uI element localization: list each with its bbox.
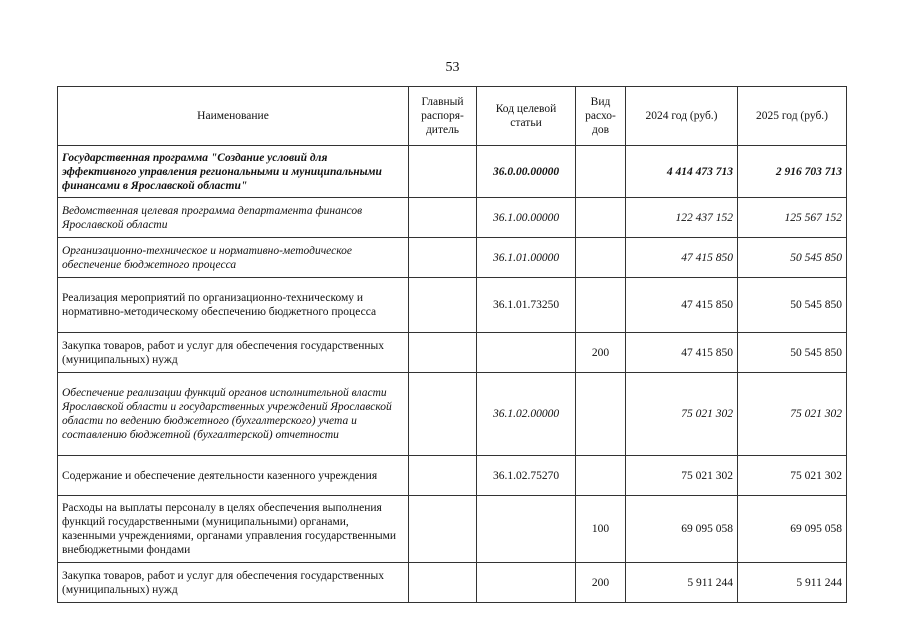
row-2024: 47 415 850 [626,278,738,333]
row-code: 36.1.01.00000 [477,238,576,278]
header-type: Вид расхо-дов [576,87,626,146]
row-2024: 5 911 244 [626,563,738,603]
row-name: Закупка товаров, работ и услуг для обеспечения государственных (муниципальных) нужд [58,563,409,603]
row-type [576,146,626,198]
row-2025: 50 545 850 [738,278,847,333]
row-type [576,373,626,456]
row-name: Расходы на выплаты персоналу в целях обеспечения выполнения функций государственными (муниципальными) органами, казенными учреждениями, органами управления государственными внебюджетными фондами [58,496,409,563]
row-code: 36.0.00.00000 [477,146,576,198]
row-code [477,333,576,373]
row-admin [409,146,477,198]
row-2025: 5 911 244 [738,563,847,603]
row-admin [409,278,477,333]
row-admin [409,373,477,456]
table-row [58,456,847,496]
row-admin [409,563,477,603]
row-2024: 4 414 473 713 [626,146,738,198]
budget-table [57,86,847,603]
header-admin: Главный распоря-дитель [409,87,477,146]
row-type [576,198,626,238]
row-2024: 122 437 152 [626,198,738,238]
row-code: 36.1.00.00000 [477,198,576,238]
row-name: Государственная программа "Создание условий для эффективного управления региональными и муниципальными финансами в Ярославской области" [58,146,409,198]
row-2024: 47 415 850 [626,333,738,373]
table-row [58,198,847,238]
row-type [576,456,626,496]
row-name: Закупка товаров, работ и услуг для обеспечения государственных (муниципальных) нужд [58,333,409,373]
row-type: 200 [576,563,626,603]
row-2024: 75 021 302 [626,456,738,496]
row-code: 36.1.01.73250 [477,278,576,333]
header-name: Наименование [58,87,409,146]
row-code: 36.1.02.75270 [477,456,576,496]
row-2025: 50 545 850 [738,238,847,278]
row-admin [409,333,477,373]
row-admin [409,496,477,563]
header-2024: 2024 год (руб.) [626,87,738,146]
row-code [477,496,576,563]
row-2025: 125 567 152 [738,198,847,238]
row-admin [409,456,477,496]
table-row [58,563,847,603]
table-header-row [58,87,847,146]
row-2025: 2 916 703 713 [738,146,847,198]
row-2025: 75 021 302 [738,373,847,456]
row-type: 100 [576,496,626,563]
row-admin [409,238,477,278]
row-code [477,563,576,603]
row-type [576,278,626,333]
table-row [58,333,847,373]
row-2024: 69 095 058 [626,496,738,563]
row-name: Содержание и обеспечение деятельности казенного учреждения [58,456,409,496]
page-number: 53 [445,60,460,75]
row-code: 36.1.02.00000 [477,373,576,456]
table-row [58,146,847,198]
row-2025: 75 021 302 [738,456,847,496]
header-2025: 2025 год (руб.) [738,87,847,146]
table-row [58,278,847,333]
row-type: 200 [576,333,626,373]
row-admin [409,198,477,238]
row-2025: 50 545 850 [738,333,847,373]
table-row [58,238,847,278]
row-2024: 75 021 302 [626,373,738,456]
row-name: Реализация мероприятий по организационно-техническому и нормативно-методическому обеспечению бюджетного процесса [58,278,409,333]
row-name: Ведомственная целевая программа департамента финансов Ярославской области [58,198,409,238]
table-row [58,496,847,563]
row-2025: 69 095 058 [738,496,847,563]
header-code: Код целевой статьи [477,87,576,146]
row-name: Обеспечение реализации функций органов исполнительной власти Ярославской области и государственных учреждений Ярославской области по ведению бюджетного (бухгалтерского) учета и составлению бюджетной (бухгалтерской) отчетности [58,373,409,456]
row-2024: 47 415 850 [626,238,738,278]
row-type [576,238,626,278]
row-name: Организационно-техническое и нормативно-методическое обеспечение бюджетного процесса [58,238,409,278]
table-row [58,373,847,456]
